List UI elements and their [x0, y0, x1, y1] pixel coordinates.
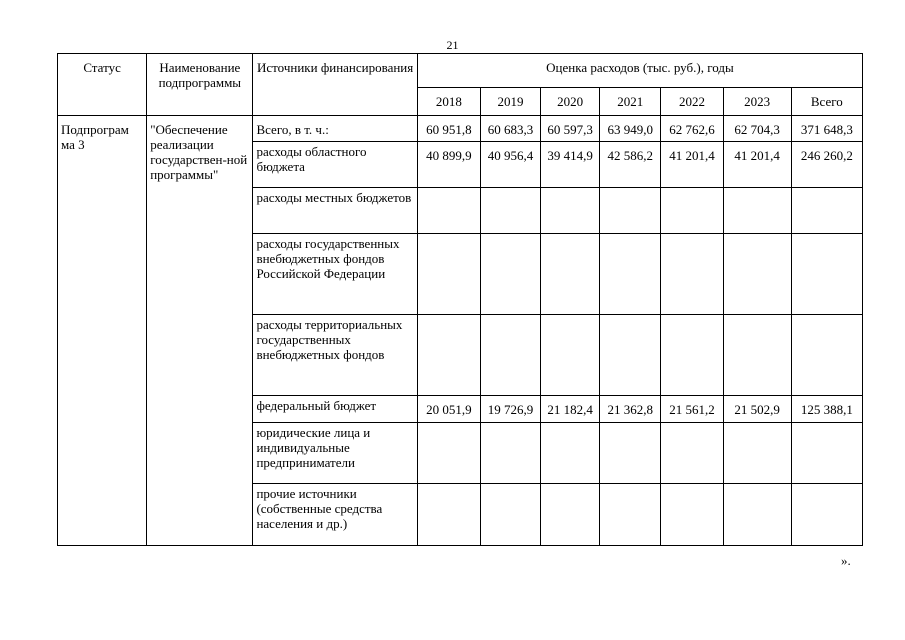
amount-cell: [723, 188, 791, 234]
amount-cell: 21 502,9: [723, 396, 791, 423]
amount-cell: 125 388,1: [791, 396, 862, 423]
funding-source-cell: юридические лица и индивидуальные предприниматели: [253, 423, 417, 484]
funding-source-cell: расходы областного бюджета: [253, 142, 417, 188]
amount-cell: 60 597,3: [541, 116, 600, 142]
amount-cell: 40 899,9: [417, 142, 480, 188]
amount-cell: [541, 423, 600, 484]
amount-cell: 21 362,8: [600, 396, 661, 423]
amount-cell: [600, 423, 661, 484]
table-row: [58, 116, 863, 142]
amount-cell: [791, 423, 862, 484]
funding-source-cell: расходы местных бюджетов: [253, 188, 417, 234]
header-status: Статус: [58, 54, 147, 116]
funding-source-cell: прочие источники (собственные средства населения и др.): [253, 484, 417, 546]
budget-table: [57, 53, 863, 546]
amount-cell: 246 260,2: [791, 142, 862, 188]
amount-cell: [791, 315, 862, 396]
amount-cell: [600, 234, 661, 315]
amount-cell: [417, 188, 480, 234]
amount-cell: [417, 423, 480, 484]
amount-cell: [480, 423, 540, 484]
amount-cell: [541, 188, 600, 234]
amount-cell: [541, 484, 600, 546]
header-year: 2019: [480, 88, 540, 116]
amount-cell: [600, 315, 661, 396]
amount-cell: 40 956,4: [480, 142, 540, 188]
amount-cell: 39 414,9: [541, 142, 600, 188]
table-body: [58, 116, 863, 546]
amount-cell: [480, 234, 540, 315]
header-subprogram-name: Наименование подпрограммы: [147, 54, 253, 116]
amount-cell: [791, 234, 862, 315]
amount-cell: [541, 315, 600, 396]
amount-cell: 62 762,6: [661, 116, 723, 142]
closing-mark: ».: [841, 553, 851, 568]
funding-source-cell: федеральный бюджет: [253, 396, 417, 423]
amount-cell: [791, 188, 862, 234]
amount-cell: 41 201,4: [661, 142, 723, 188]
page-number: 21: [446, 38, 459, 52]
amount-cell: [417, 484, 480, 546]
header-year: Всего: [791, 88, 862, 116]
amount-cell: [661, 188, 723, 234]
amount-cell: [480, 484, 540, 546]
amount-cell: 19 726,9: [480, 396, 540, 423]
amount-cell: [723, 234, 791, 315]
amount-cell: [480, 315, 540, 396]
header-year: 2018: [417, 88, 480, 116]
amount-cell: [661, 234, 723, 315]
amount-cell: [661, 315, 723, 396]
amount-cell: 21 182,4: [541, 396, 600, 423]
amount-cell: 20 051,9: [417, 396, 480, 423]
amount-cell: [600, 484, 661, 546]
amount-cell: [661, 423, 723, 484]
header-funding-sources: Источники финансирования: [253, 54, 417, 116]
amount-cell: 21 561,2: [661, 396, 723, 423]
amount-cell: [723, 423, 791, 484]
funding-source-cell: расходы территориальных государственных внебюджетных фондов: [253, 315, 417, 396]
funding-source-cell: расходы государственных внебюджетных фондов Российской Федерации: [253, 234, 417, 315]
header-year: 2023: [723, 88, 791, 116]
header-year: 2020: [541, 88, 600, 116]
amount-cell: [541, 234, 600, 315]
status-cell: Подпрограм ма 3: [58, 116, 147, 546]
amount-cell: [480, 188, 540, 234]
amount-cell: 41 201,4: [723, 142, 791, 188]
header-year: 2022: [661, 88, 723, 116]
amount-cell: 371 648,3: [791, 116, 862, 142]
amount-cell: [417, 234, 480, 315]
amount-cell: [723, 315, 791, 396]
amount-cell: 60 683,3: [480, 116, 540, 142]
amount-cell: [661, 484, 723, 546]
subprogram-name-cell: "Обеспечение реализации государствен-ной программы": [147, 116, 253, 546]
amount-cell: 63 949,0: [600, 116, 661, 142]
header-expense-estimate: Оценка расходов (тыс. руб.), годы: [417, 54, 862, 88]
funding-source-cell: Всего, в т. ч.:: [253, 116, 417, 142]
header-year: 2021: [600, 88, 661, 116]
amount-cell: 60 951,8: [417, 116, 480, 142]
amount-cell: [723, 484, 791, 546]
amount-cell: 62 704,3: [723, 116, 791, 142]
amount-cell: [600, 188, 661, 234]
amount-cell: 42 586,2: [600, 142, 661, 188]
amount-cell: [417, 315, 480, 396]
amount-cell: [791, 484, 862, 546]
